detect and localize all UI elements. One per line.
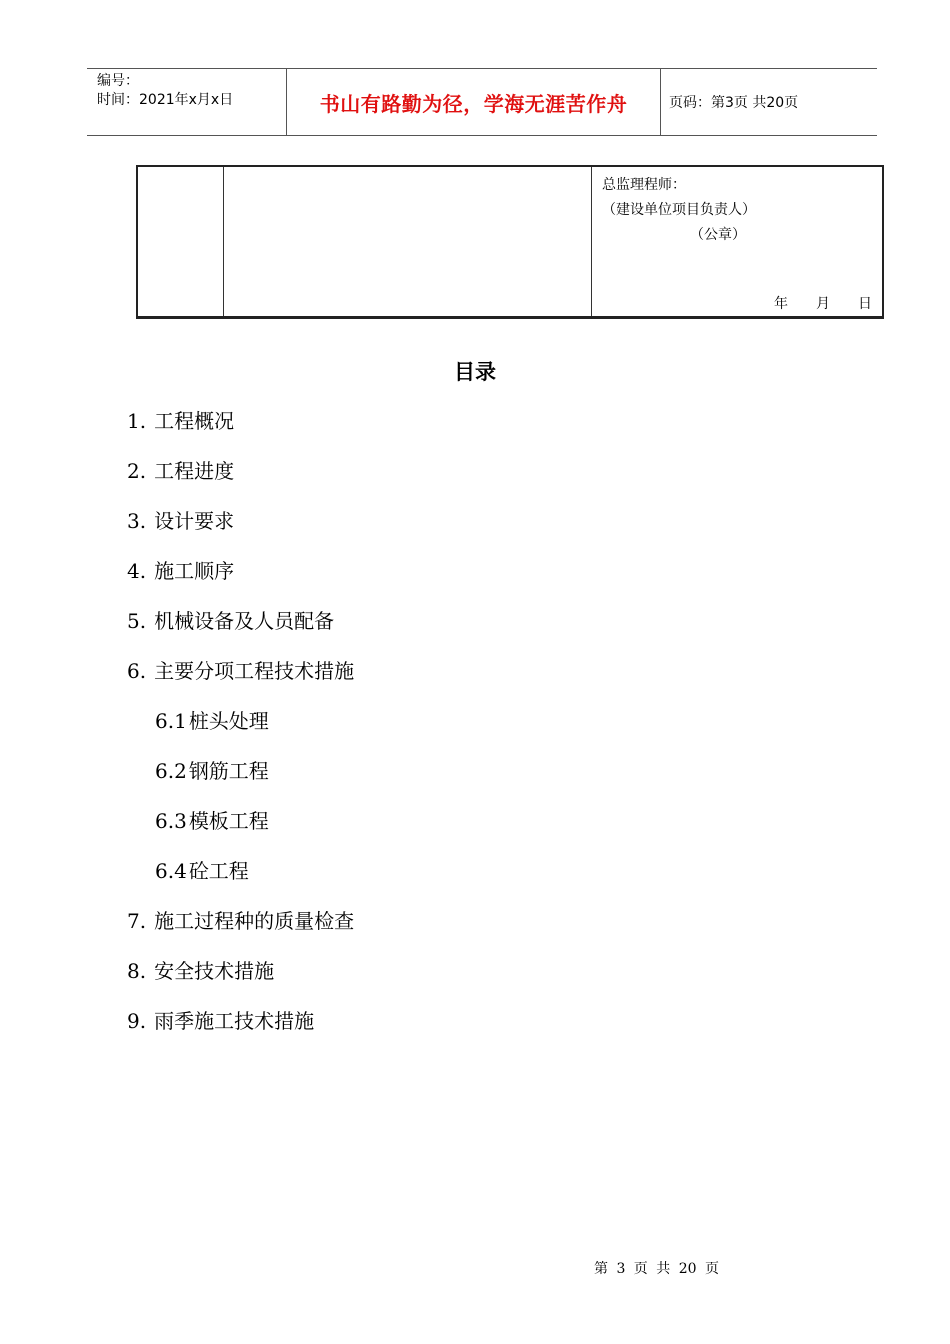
toc-title: 目录: [454, 359, 496, 384]
toc-item-text: 设计要求: [154, 509, 235, 533]
toc-item[interactable]: [127, 955, 354, 1005]
toc-item-number: 7.: [127, 909, 147, 933]
signature-cell: [592, 167, 882, 316]
header-page-info: [661, 69, 877, 135]
toc-item-number: 3.: [127, 509, 147, 533]
toc-item-text: 工程概况: [154, 409, 235, 433]
toc-item-number: 8.: [127, 959, 147, 983]
toc-item-number: 6.4: [155, 859, 187, 883]
page-header: [87, 68, 877, 136]
toc-item-number: 6.3: [155, 809, 187, 833]
date-month: 月: [816, 296, 830, 312]
header-motto: 书山有路勤为径，学海无涯苦作舟: [319, 91, 628, 116]
sign-date: [774, 293, 872, 313]
signature-table: [136, 165, 884, 319]
signature-table-col-2: [224, 167, 592, 316]
toc-item[interactable]: [127, 705, 354, 755]
toc-item[interactable]: [127, 455, 354, 505]
number-label: 编号：: [97, 73, 139, 89]
toc-item[interactable]: [127, 805, 354, 855]
toc-item-text: 模板工程: [188, 809, 269, 833]
toc-item-number: 5.: [127, 609, 147, 633]
toc-item-number: 6.: [127, 659, 147, 683]
toc-item-text: 主要分项工程技术措施: [154, 659, 355, 683]
toc-item-text: 施工过程种的质量检查: [154, 909, 355, 933]
toc-item[interactable]: [127, 605, 354, 655]
signature-table-col-1: [138, 167, 224, 316]
page-footer: 第 3 页 共 20 页: [594, 1261, 719, 1277]
date-year: 年: [774, 296, 788, 312]
toc-item-number: 9.: [127, 1009, 147, 1033]
toc-item-number: 6.1: [155, 709, 187, 733]
toc-item-number: 4.: [127, 559, 147, 583]
toc-item-number: 2.: [127, 459, 147, 483]
toc-item-text: 工程进度: [154, 459, 235, 483]
toc-item-number: 1.: [127, 409, 147, 433]
table-of-contents: [127, 405, 354, 1055]
toc-item-text: 雨季施工技术措施: [154, 1009, 315, 1033]
toc-item[interactable]: [127, 655, 354, 705]
toc-item[interactable]: [127, 405, 354, 455]
seal-label: （公章）: [690, 227, 746, 243]
page-info-text: 页码：第3页 共20页: [669, 95, 799, 111]
chief-supervisor-label: 总监理程师：: [602, 177, 686, 193]
toc-item-text: 安全技术措施: [154, 959, 275, 983]
toc-item[interactable]: [127, 505, 354, 555]
toc-item[interactable]: [127, 755, 354, 805]
toc-item-text: 机械设备及人员配备: [154, 609, 335, 633]
toc-item-number: 6.2: [155, 759, 187, 783]
toc-item[interactable]: [127, 855, 354, 905]
toc-item-text: 砼工程: [188, 859, 249, 883]
toc-item[interactable]: [127, 905, 354, 955]
header-meta: [87, 69, 287, 135]
date-day: 日: [858, 296, 872, 312]
toc-item-text: 施工顺序: [154, 559, 235, 583]
owner-label: （建设单位项目负责人）: [602, 202, 756, 218]
toc-item[interactable]: [127, 555, 354, 605]
toc-item[interactable]: [127, 1005, 354, 1055]
header-motto-cell: [287, 69, 661, 135]
toc-item-text: 钢筋工程: [188, 759, 269, 783]
toc-item-text: 桩头处理: [188, 709, 269, 733]
time-label: 时间：2021年x月x日: [97, 92, 234, 108]
